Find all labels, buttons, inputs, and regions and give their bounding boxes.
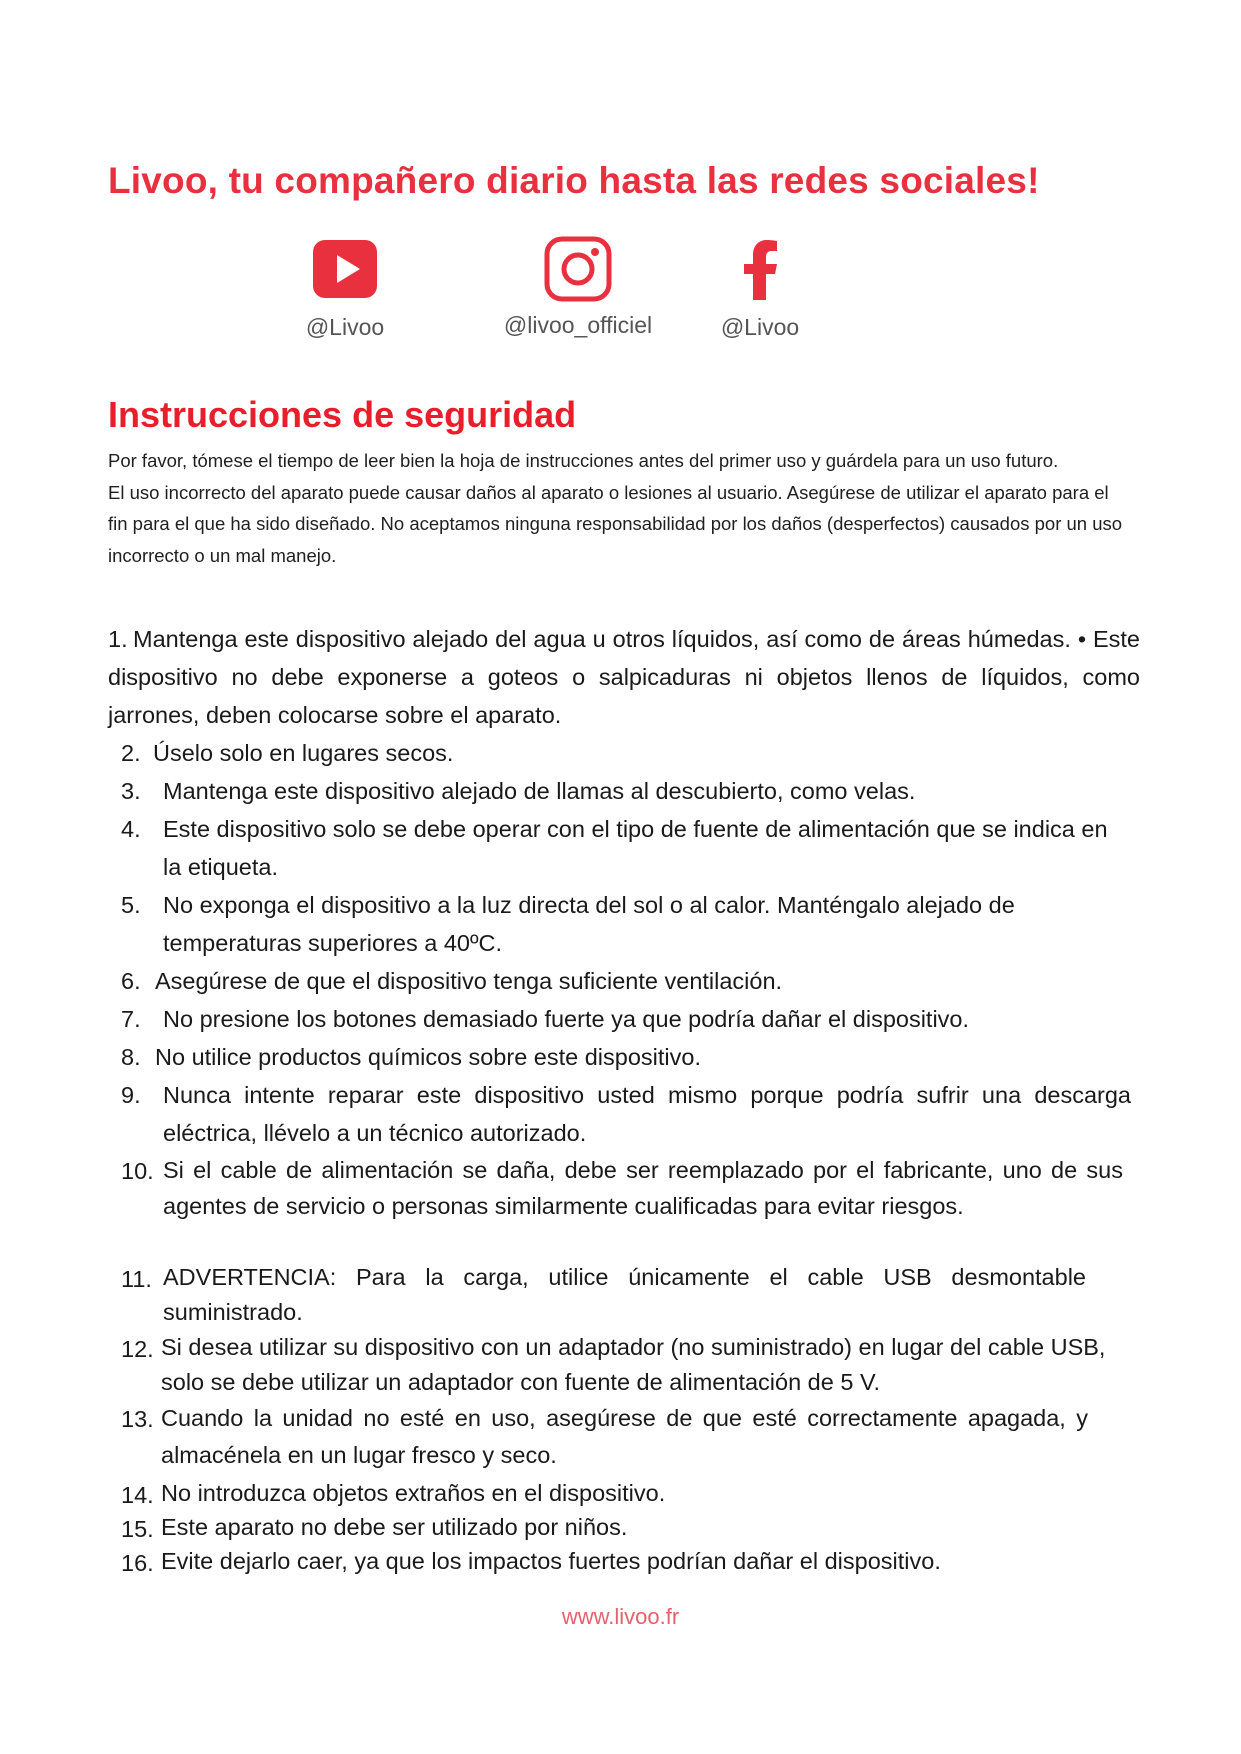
list-item [121,734,1131,772]
instagram-handle: @livoo_officiel [503,312,653,338]
list-item [108,620,1140,734]
rule-number: 7. [121,1006,141,1032]
social-instagram[interactable] [478,236,678,339]
list-item [121,1152,1123,1224]
intro-paragraph: Por favor, tómese el tiempo de leer bien la hoja de instrucciones antes del primer uso y guárdela para un uso futuro. [108,450,1059,471]
list-item [121,1400,1088,1474]
rule-text: Si desea utilizar su dispositivo con un adaptador (no suministrado) en lugar del cable USB, solo se debe utilizar un adaptador con fuente de alimentación de 5 V. [161,1334,1106,1395]
rule-text: No presione los botones demasiado fuerte ya que podría dañar el dispositivo. [163,1006,970,1032]
list-item [121,1038,1131,1076]
social-youtube[interactable] [290,238,400,341]
rule-text: Úselo solo en lugares secos. [153,740,454,766]
list-item [121,1000,1131,1038]
rule-number: 6. [121,968,141,994]
rule-text: Asegúrese de que el dispositivo tenga suficiente ventilación. [155,968,783,994]
rule-number: 11. [121,1266,152,1292]
rule-text: Mantenga este dispositivo alejado de llamas al descubierto, como velas. [163,778,916,804]
rule-number: 14. [121,1482,154,1508]
social-title: Livoo, tu compañero diario hasta las redes sociales! [108,160,1040,201]
youtube-handle: @Livoo [305,314,385,340]
intro-paragraph: El uso incorrecto del aparato puede causar daños al aparato o lesiones al usuario. Asegúrese de utilizar el aparato para el fin para el que ha sido diseñado. No aceptamos ninguna responsabilidad por los daños (desperfectos) causados por un uso incorrecto o un mal manejo. [108,481,1123,566]
rule-text: Nunca intente reparar este dispositivo usted mismo porque podría sufrir una descarga eléctrica, llévelo a un técnico autorizado. [163,1082,1131,1146]
rule-text: ADVERTENCIA: Para la carga, utilice únicamente el cable USB desmontable suministrado. [163,1264,1086,1325]
rule-number: 2. [121,740,141,766]
facebook-icon [738,238,782,300]
list-item [121,1260,1086,1330]
rule-text: Si el cable de alimentación se daña, debe ser reemplazado por el fabricante, uno de sus agentes de servicio o personas similarmente cualificadas para evitar riesgos. [163,1157,1123,1219]
rule-text: No introduzca objetos extraños en el dispositivo. [161,1480,666,1506]
social-facebook[interactable] [710,238,810,341]
rule-text: Cuando la unidad no esté en uso, asegúrese de que esté correctamente apagada, y almacénela en un lugar fresco y seco. [161,1405,1088,1468]
rule-number: 16. [121,1550,154,1576]
rule-text: Este dispositivo solo se debe operar con el tipo de fuente de alimentación que se indica en la etiqueta. [163,816,1108,880]
safety-title: Instrucciones de seguridad [108,394,577,435]
rule-number: 3. [121,778,141,804]
rule-number: 5. [121,892,141,918]
rule-number: 15. [121,1516,154,1542]
list-item [121,772,1131,810]
list-item [121,1476,1131,1510]
list-item [121,1330,1131,1400]
rule-number: 1. [108,626,128,652]
list-item [121,1544,1131,1578]
rule-number: 10. [121,1158,154,1184]
rule-text: No utilice productos químicos sobre este dispositivo. [155,1044,701,1070]
rule-text: No exponga el dispositivo a la luz directa del sol o al calor. Manténgalo alejado de temperaturas superiores a 40ºC. [163,892,1015,956]
rule-text: Este aparato no debe ser utilizado por niños. [161,1514,628,1540]
list-item [121,810,1131,886]
rule-number: 8. [121,1044,141,1070]
rule-number: 12. [121,1336,154,1362]
list-item [121,1510,1131,1544]
rule-text: Mantenga este dispositivo alejado del agua u otros líquidos, así como de áreas húmedas. • Este dispositivo no debe exponerse a goteos o salpicaduras ni objetos llenos de líquidos, como jarrones, deben colocarse sobre el aparato. [108,626,1140,728]
rule-number: 9. [121,1082,141,1108]
rule-text: Evite dejarlo caer, ya que los impactos fuertes podrían dañar el dispositivo. [161,1548,941,1574]
list-item [121,962,1131,1000]
youtube-icon [311,238,379,300]
footer-url[interactable]: www.livoo.fr [561,1604,680,1629]
facebook-handle: @Livoo [720,314,800,340]
list-item [121,1076,1131,1152]
safety-intro [108,445,1128,571]
rule-number: 13. [121,1406,154,1432]
list-item [121,886,1131,962]
instagram-icon [543,236,613,302]
rule-number: 4. [121,816,141,842]
